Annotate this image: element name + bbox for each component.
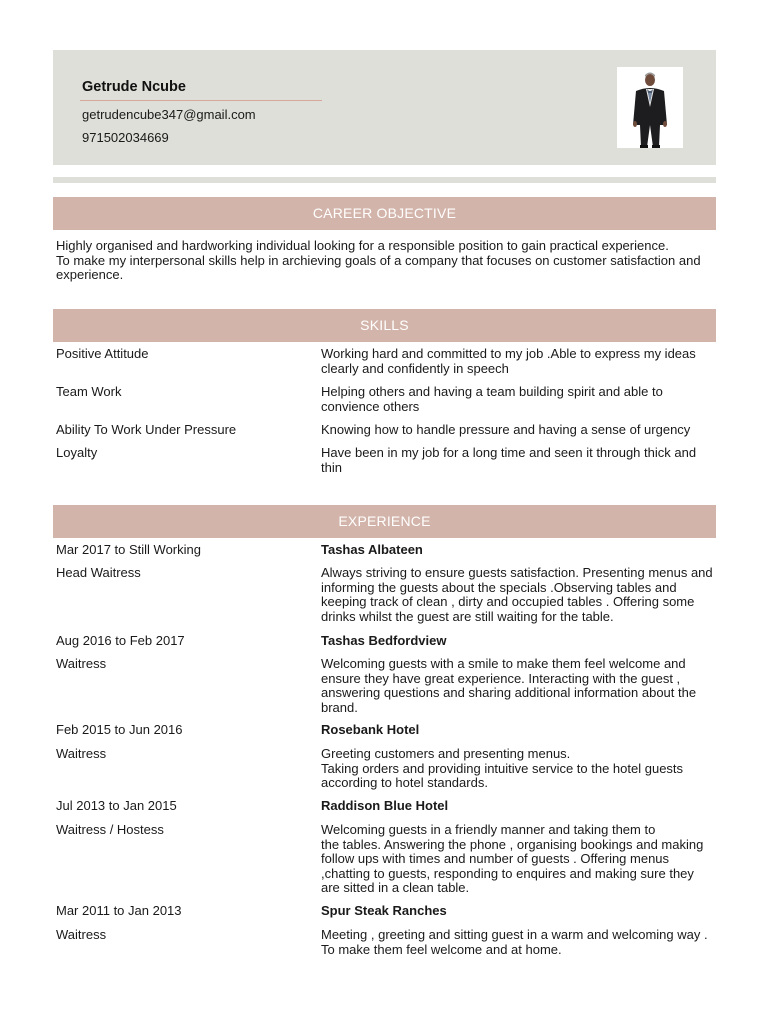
experience-employer: Rosebank Hotel — [321, 722, 420, 737]
experience-employer: Tashas Bedfordview — [321, 633, 447, 648]
experience-description: Welcoming guests with a smile to make them feel welcome and ensure they have great experience. Interacting with the guest , answering questions and sharing additional information about the brand. — [321, 656, 697, 715]
candidate-name: Getrude Ncube — [82, 79, 186, 95]
experience-employer: Raddison Blue Hotel — [321, 798, 449, 813]
experience-period: Mar 2011 to Jan 2013 — [56, 903, 182, 918]
skill-description: Knowing how to handle pressure and having a sense of urgency — [321, 422, 691, 437]
section-header-experience: EXPERIENCE — [53, 505, 716, 538]
experience-description: Meeting , greeting and sitting guest in a warm and welcoming way . To make them feel welcome and at home. — [321, 927, 708, 957]
skill-name: Loyalty — [56, 445, 98, 460]
skill-description: Working hard and committed to my job .Able to express my ideas clearly and confidently in speech — [321, 346, 696, 376]
experience-description: Welcoming guests in a friendly manner and taking them to the tables. Answering the phone , organising bookings and making follow ups with times and number of guests . Offering menus ,chatting to guests, responding to enquires and making sure they are sitted in a clean table. — [321, 822, 704, 895]
experience-description: Greeting customers and presenting menus. Taking orders and providing intuitive service to the hotel guests according to hotel standards. — [321, 746, 684, 790]
skill-description: Helping others and having a team building spirit and able to convience others — [321, 384, 663, 414]
experience-role: Waitress / Hostess — [56, 822, 164, 837]
experience-role: Waitress — [56, 746, 107, 761]
profile-photo — [617, 67, 683, 148]
experience-role: Waitress — [56, 927, 107, 942]
career-objective-text: Highly organised and hardworking individual looking for a responsible position to gain practical experience. To make my interpersonal skills help in archieving goals of a company that focuses on customer satisfaction and experience. — [56, 238, 701, 282]
experience-employer: Spur Steak Ranches — [321, 903, 447, 918]
experience-description: Always striving to ensure guests satisfaction. Presenting menus and informing the guests about the specials .Observing tables and keeping track of clean , dirty and occupied tables . Offering some drinks whilst the guest are still waiting for the table. — [321, 565, 713, 624]
skill-description: Have been in my job for a long time and seen it through thick and thin — [321, 445, 697, 475]
experience-role: Waitress — [56, 656, 107, 671]
experience-period: Aug 2016 to Feb 2017 — [56, 633, 185, 648]
section-header-skills: SKILLS — [53, 309, 716, 342]
skill-name: Team Work — [56, 384, 122, 399]
phone-number: 971502034669 — [82, 130, 169, 145]
skill-name: Ability To Work Under Pressure — [56, 422, 237, 437]
skill-name: Positive Attitude — [56, 346, 149, 361]
experience-period: Mar 2017 to Still Working — [56, 542, 201, 557]
email-address: getrudencube347@gmail.com — [82, 107, 256, 122]
header-divider — [53, 177, 716, 183]
experience-role: Head Waitress — [56, 565, 141, 580]
name-underline — [80, 100, 322, 101]
experience-employer: Tashas Albateen — [321, 542, 423, 557]
experience-period: Jul 2013 to Jan 2015 — [56, 798, 177, 813]
experience-period: Feb 2015 to Jun 2016 — [56, 722, 183, 737]
section-header-career-objective: CAREER OBJECTIVE — [53, 197, 716, 230]
